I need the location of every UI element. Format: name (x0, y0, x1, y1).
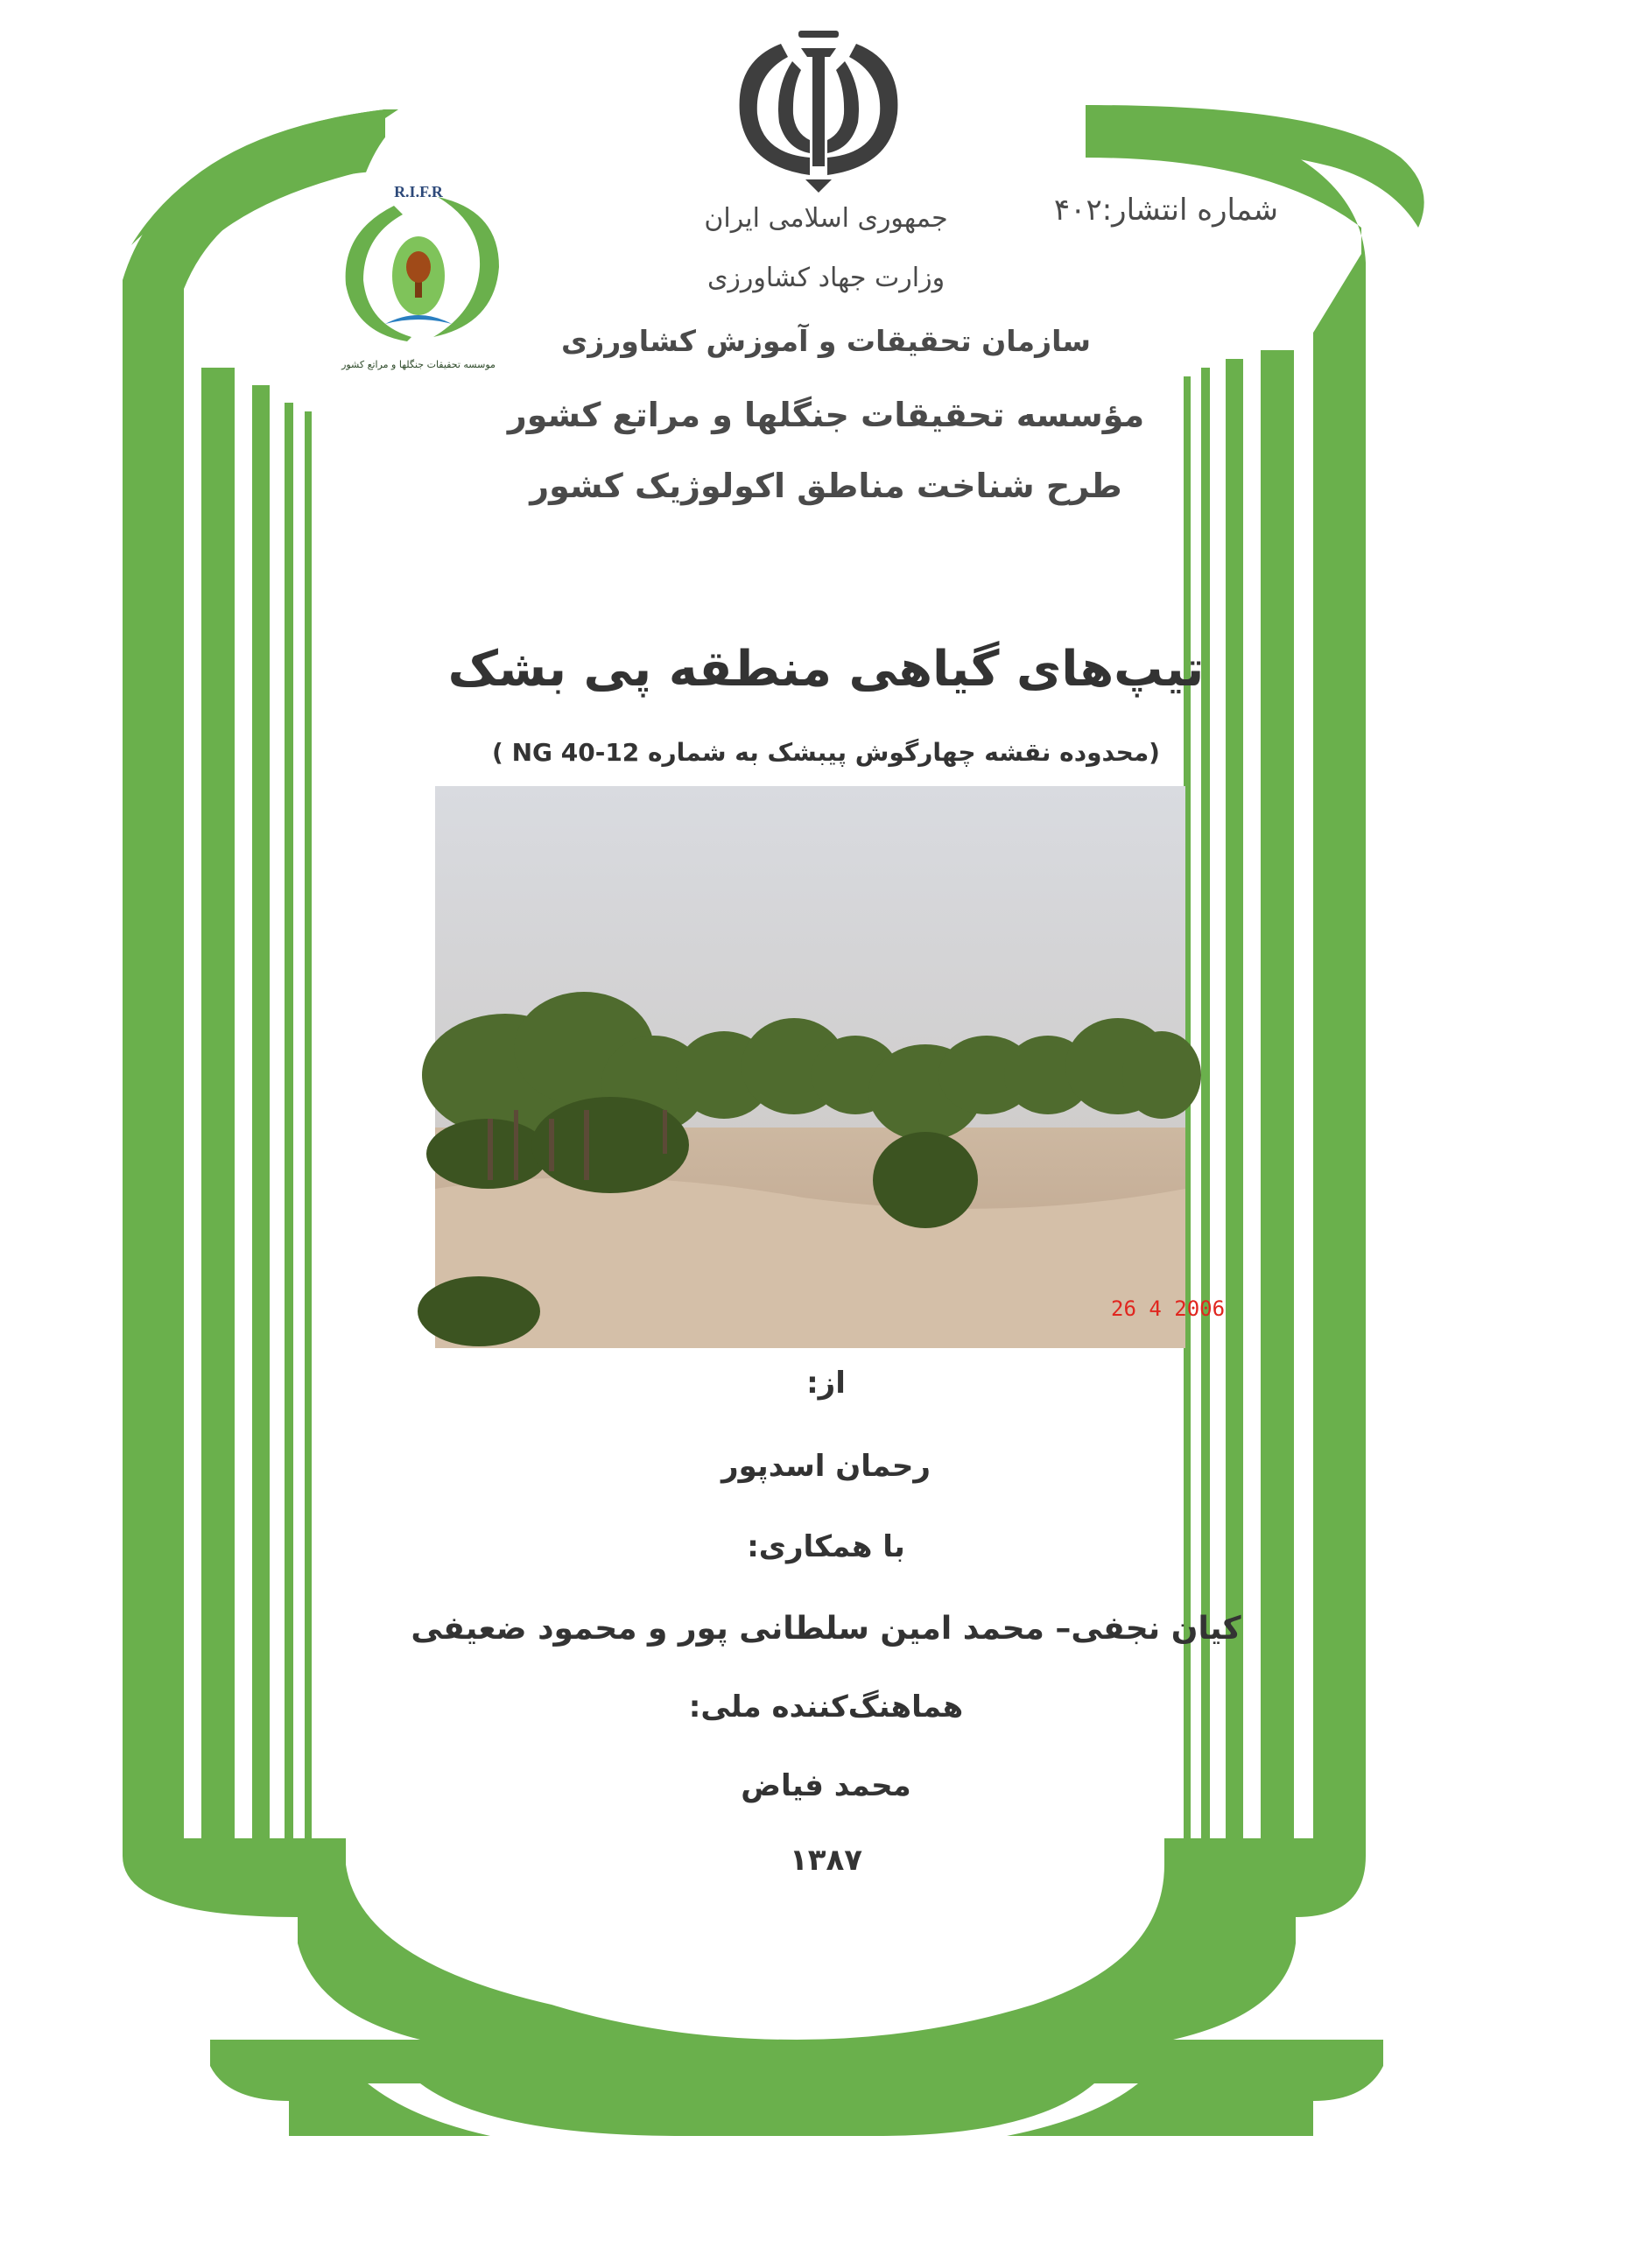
publication-year: ۱۳۸۷ (789, 1843, 862, 1878)
page-title: تیپ‌های گیاهی منطقه پی بشک (447, 641, 1205, 698)
ministry-name: وزارت جهاد کشاورزی (706, 263, 946, 293)
country-name: جمهوری اسلامی ایران (704, 203, 948, 234)
page-subtitle: (محدوده نقشه چهارگوش پیبشک به شماره NG 40-12 ) (492, 738, 1160, 767)
collaborators-list: کیان نجفی– محمد امین سلطانی پور و محمود ضعیفی (411, 1611, 1241, 1647)
publication-number: شماره انتشار:۴۰۲ (1053, 193, 1278, 228)
project-name: طرح شناخت مناطق اکولوژیک کشور (530, 467, 1122, 505)
national-emblem-icon (727, 26, 910, 193)
logo-acronym: R.I.F.R (394, 183, 443, 200)
coordinator-label: هماهنگ‌کننده ملی: (688, 1690, 964, 1725)
cover-photo (435, 786, 1226, 1348)
organization-name: سازمان تحقیقات و آموزش کشاورزی (561, 324, 1091, 358)
coordinator-name: محمد فیاض (741, 1768, 911, 1803)
collaboration-label: با همکاری: (747, 1529, 905, 1564)
author-name: رحمان اسدپور (721, 1449, 931, 1484)
logo-caption: موسسه تحقیقات جنگلها و مراتع کشور (341, 359, 496, 370)
institute-name: مؤسسه تحقیقات جنگلها و مراتع کشور (507, 396, 1145, 434)
by-label: از: (806, 1366, 846, 1401)
photo-date-stamp: 2006 4 26 (1111, 1296, 1226, 1321)
